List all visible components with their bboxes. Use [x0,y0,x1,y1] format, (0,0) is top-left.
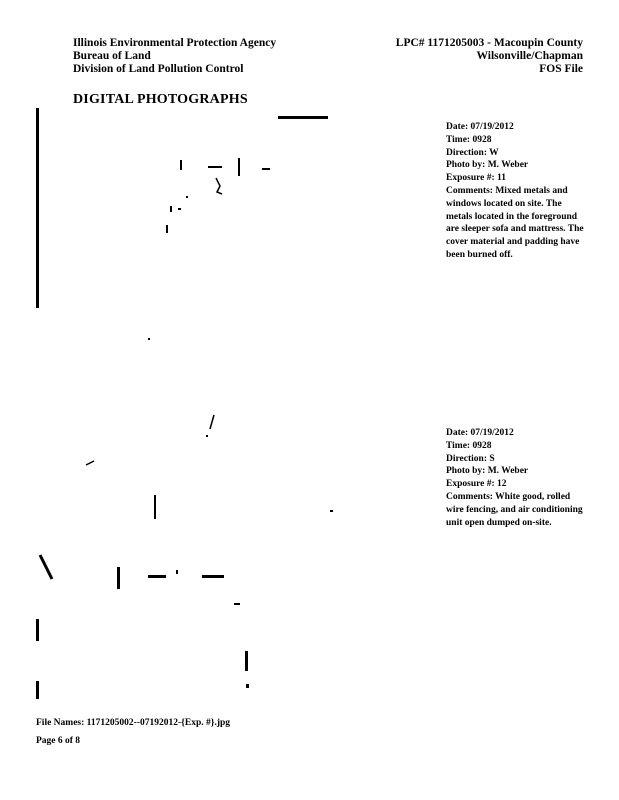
header-right [396,37,583,76]
photo-1-exposure: Exposure #: 11 [446,173,507,184]
bureau-name: Bureau of Land [73,50,151,62]
header-left [73,37,276,76]
photo-1-time: Time: 0928 [446,134,492,145]
photo-2-time: Time: 0928 [446,440,492,451]
photo-2-comments: Comments: White good, rolled wire fencing, and air conditioning unit open dumped on-site. [446,491,583,528]
site-name: Wilsonville/Chapman [476,50,583,62]
photo-2 [30,405,350,705]
agency-name: Illinois Environmental Protection Agency [73,37,277,49]
photo-1-photographer: Photo by: M. Weber [446,160,529,171]
page-number: Page 6 of 8 [36,736,81,746]
photo-2-photographer: Photo by: M. Weber [446,466,529,477]
file-names: File Names: 1171205002--07192012-{Exp. #}.jpg [36,718,231,728]
division-name: Division of Land Pollution Control [73,63,244,75]
photo-1-comments: Comments: Mixed metals and windows located on site. The metals located in the foreground are sleeper sofa and mattress. The cover material and padding have been burned off. [446,185,584,260]
page-title: DIGITAL PHOTOGRAPHS [73,92,248,107]
photo-1 [30,108,350,358]
file-type: FOS File [539,63,583,75]
photo-2-direction: Direction: S [446,453,495,464]
lpc-number: LPC# 1171205003 - Macoupin County [395,37,583,49]
photo-2-exposure: Exposure #: 12 [446,479,507,490]
photo-2-date: Date: 07/19/2012 [446,428,514,438]
photo-1-details [446,121,586,262]
photo-2-details [446,427,586,529]
photo-1-direction: Direction: W [446,147,499,158]
photo-1-date: Date: 07/19/2012 [446,122,514,132]
